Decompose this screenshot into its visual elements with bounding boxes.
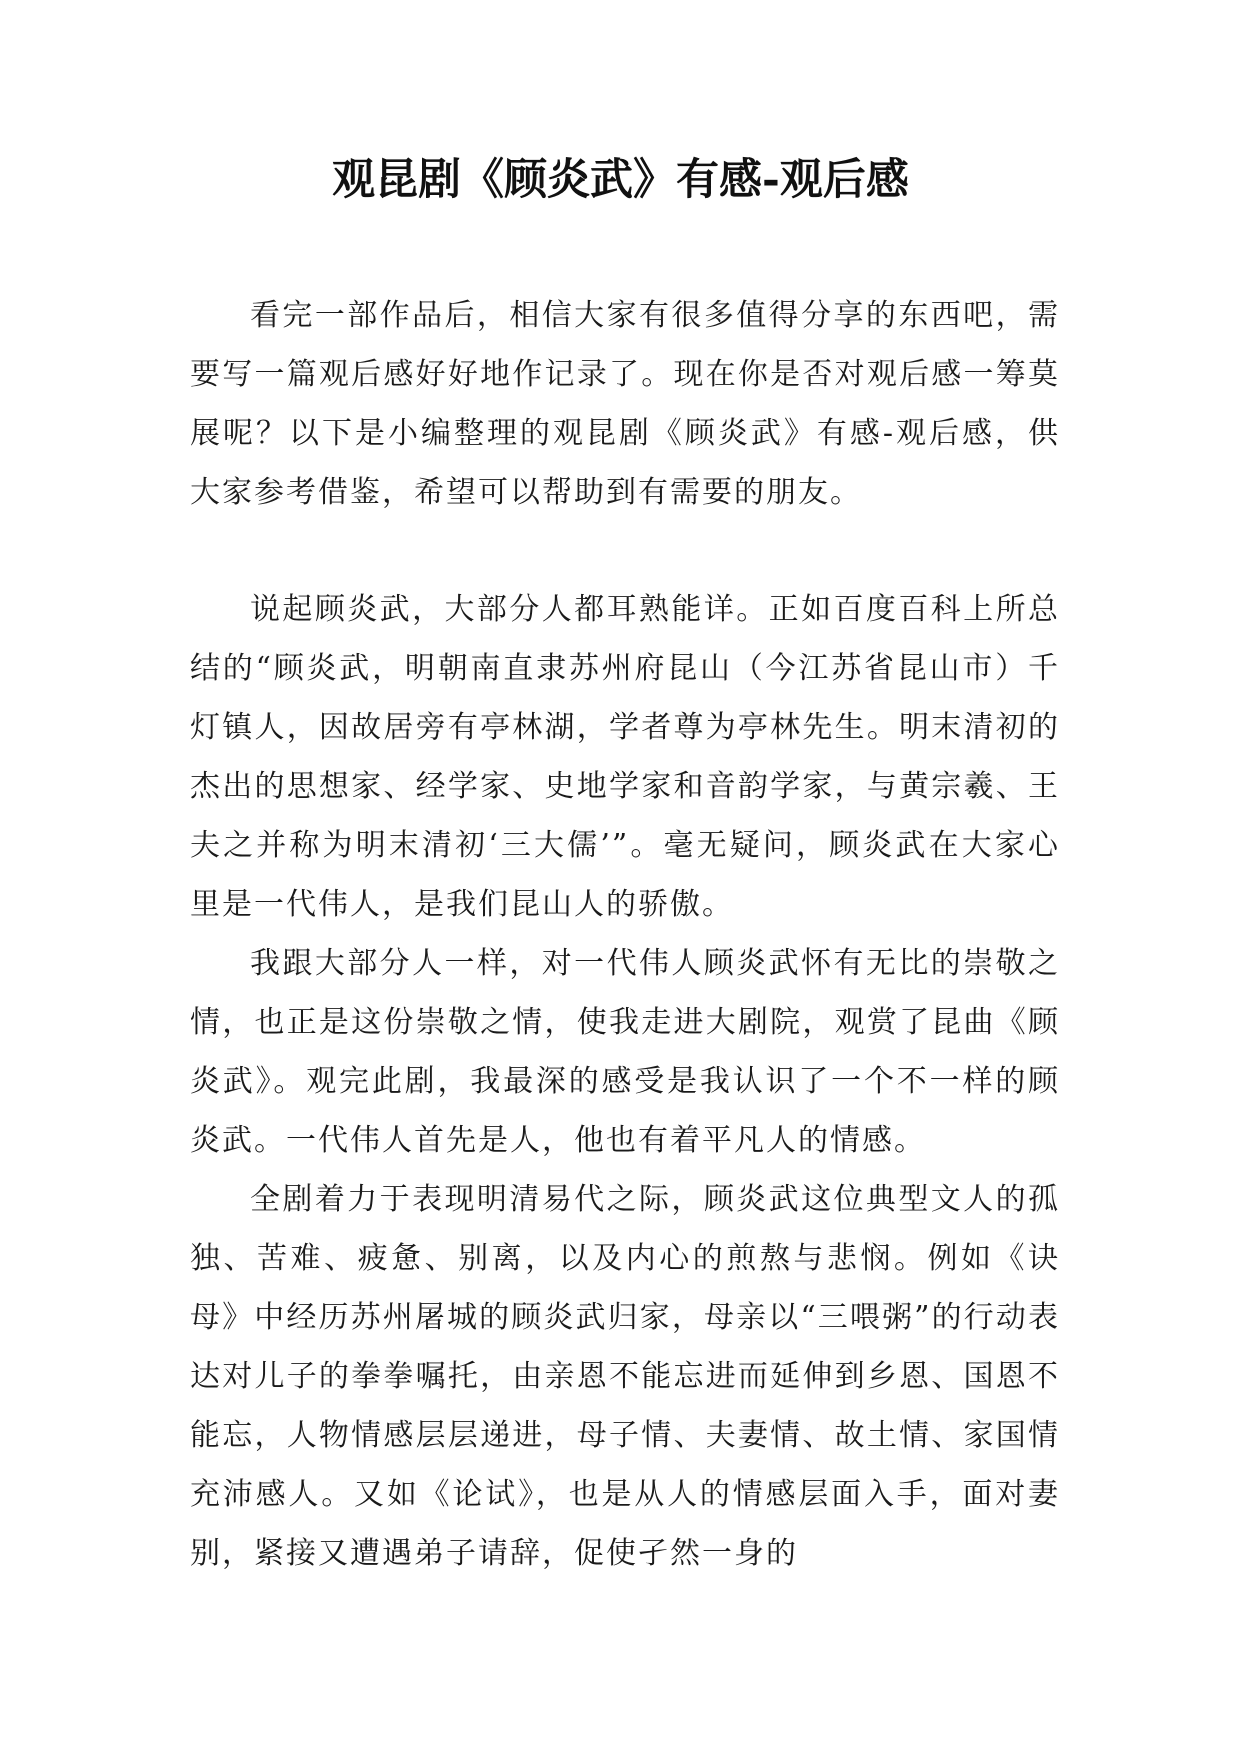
paragraph-personal-feeling: 我跟大部分人一样，对一代伟人顾炎武怀有无比的崇敬之情，也正是这份崇敬之情，使我走进大剧院，观赏了昆曲《顾炎武》。观完此剧，我最深的感受是我认识了一个不一样的顾炎武。一代伟人首先是人，他也有着平凡人的情感。 <box>190 946 1060 1158</box>
paragraph-play-content: 全剧着力于表现明清易代之际，顾炎武这位典型文人的孤独、苦难、疲惫、别离，以及内心的煎熬与悲悯。例如《诀母》中经历苏州屠城的顾炎武归家，母亲以“三喂粥”的行动表达对儿子的拳拳嘱托，由亲恩不能忘进而延伸到乡恩、国恩不能忘，人物情感层层递进，母子情、夫妻情、故土情、家国情充沛感人。又如《论试》，也是从人的情感层面入手，面对妻别，紧接又遭遇弟子请辞，促使孑然一身的 <box>190 1182 1060 1571</box>
document-title: 观昆剧《顾炎武》有感-观后感 <box>332 155 909 205</box>
document-body <box>190 286 1060 1583</box>
paragraph-gap <box>190 522 1060 580</box>
paragraph-about-gu-yanwu: 说起顾炎武，大部分人都耳熟能详。正如百度百科上所总结的“顾炎武，明朝南直隶苏州府昆山（今江苏省昆山市）千灯镇人，因故居旁有亭林湖，学者尊为亭林先生。明末清初的杰出的思想家、经学家、史地学家和音韵学家，与黄宗羲、王夫之并称为明末清初‘三大儒’”。毫无疑问，顾炎武在大家心里是一代伟人，是我们昆山人的骄傲。 <box>190 592 1060 922</box>
paragraph-intro: 看完一部作品后，相信大家有很多值得分享的东西吧，需要写一篇观后感好好地作记录了。现在你是否对观后感一筹莫展呢？以下是小编整理的观昆剧《顾炎武》有感-观后感，供大家参考借鉴，希望可以帮助到有需要的朋友。 <box>190 298 1060 510</box>
